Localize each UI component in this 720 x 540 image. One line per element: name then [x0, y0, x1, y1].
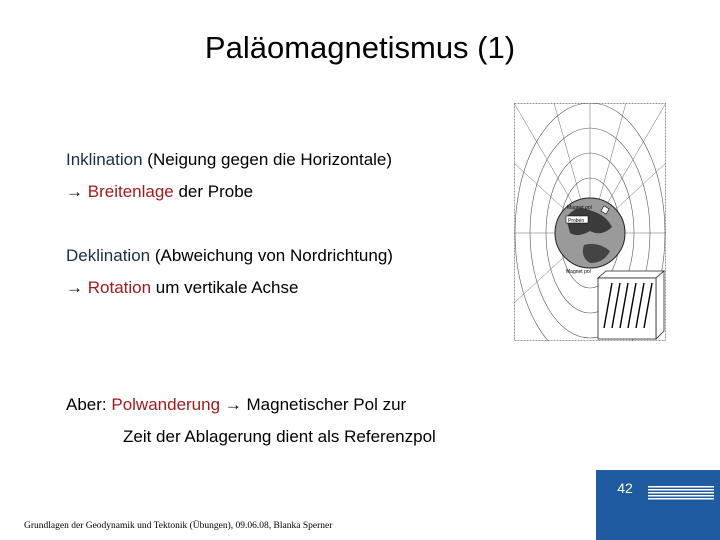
- aber-block: [66, 389, 436, 453]
- deklination-block: [66, 240, 393, 304]
- inklination-line: [66, 144, 392, 176]
- deklination-line: [66, 240, 393, 272]
- earth-magnetic-field-figure: [514, 103, 666, 341]
- deklination-desc: (Abweichung von Nordrichtung): [150, 246, 393, 265]
- aber-term: Polwanderung: [111, 395, 221, 414]
- aber-line-1: [66, 389, 436, 421]
- page-number-box: [596, 470, 720, 540]
- footer-text: Grundlagen der Geodynamik und Tektonik (Übungen), 09.06.08, Blanka Sperner: [24, 521, 333, 531]
- slide-title: Paläomagnetismus (1): [204, 30, 516, 65]
- deklination-result-line: [66, 272, 393, 304]
- label-magnetpol-top: Magnet pol: [567, 205, 592, 211]
- inklination-result-line: [66, 176, 392, 208]
- inklination-term: Inklination: [66, 150, 143, 169]
- inklination-block: [66, 144, 392, 208]
- inklination-desc: (Neigung gegen die Horizontale): [142, 150, 393, 169]
- deklination-result-rest: um vertikale Achse: [151, 278, 299, 297]
- aber-line-2: Zeit der Ablagerung dient als Referenzpol: [123, 427, 436, 446]
- inklination-result-rest: der Probe: [173, 182, 254, 201]
- deklination-term: Deklination: [66, 246, 151, 265]
- label-magnetpol-bottom: Magnet pol: [566, 269, 591, 275]
- arrow-glyph: →: [66, 278, 88, 297]
- label-proben: Proben: [568, 218, 585, 224]
- deklination-result-term: Rotation: [87, 278, 152, 297]
- aber-prefix: Aber:: [66, 395, 112, 414]
- page-number: 42: [617, 480, 633, 496]
- aber-rest: → Magnetischer Pol zur: [220, 395, 407, 414]
- inklination-result-term: Breitenlage: [87, 182, 174, 201]
- arrow-glyph: →: [66, 182, 88, 201]
- decorative-stripes: [648, 486, 714, 500]
